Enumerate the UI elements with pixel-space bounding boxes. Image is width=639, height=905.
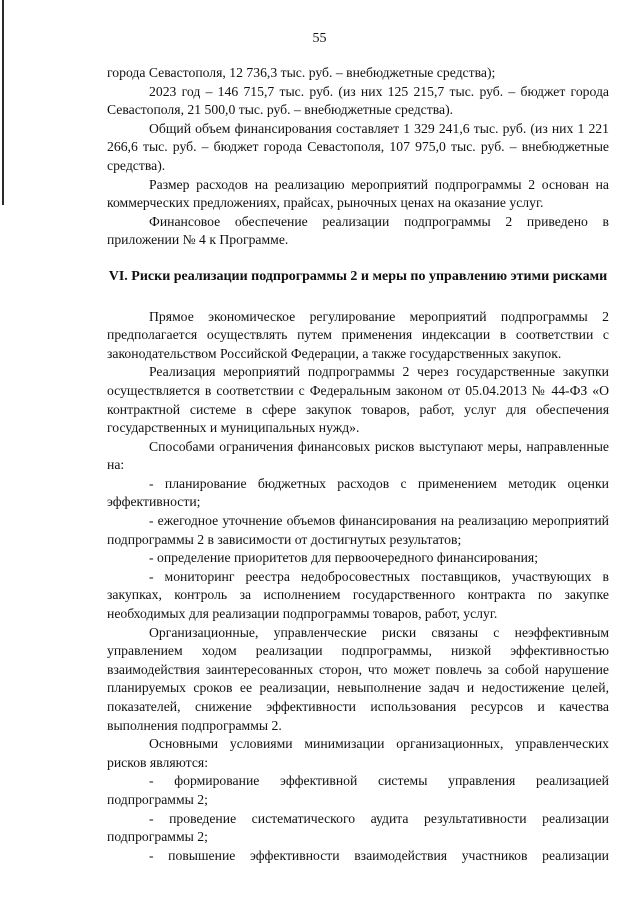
paragraph-procurement: Реализация мероприятий подпрограммы 2 через государственные закупки осуществляется в соответствии с Федеральным законом от 05.04.2013 № 44-ФЗ «О контрактной системе в сфере закупок товаров, работ, услуг для обеспечения государственных и муниципальных нужд».	[107, 364, 609, 436]
list-item-priorities: - определение приоритетов для первоочередного финансирования;	[149, 550, 539, 566]
paragraph-total-funding: Общий объем финансирования составляет 1 329 241,6 тыс. руб. (из них 1 221 266,6 тыс. руб. – бюджет города Севастополя, 107 975,0 тыс. руб. – внебюджетные средства).	[107, 120, 609, 173]
paragraph-funding-2023: 2023 год – 146 715,7 тыс. руб. (из них 125 215,7 тыс. руб. – бюджет города Севастополя, 21 500,0 тыс. руб. – внебюджетные средства).	[107, 83, 609, 118]
page-number: 55	[312, 31, 327, 46]
list-item-budget-planning: - планирование бюджетных расходов с применением методик оценки эффективности;	[107, 475, 609, 510]
paragraph-organizational-risks: Организационные, управленческие риски связаны с неэффективным управлением ходом реализации подпрограммы, низкой эффективностью взаимодействия заинтересованных сторон, что может повлечь за собой нарушение планируемых сроков ее реализации, невыполнение задач и недостижение целей, показателей, снижение эффективности использования ресурсов и качества выполнения подпрограммы 2.	[107, 624, 609, 733]
paragraph-minimization-conditions: Основными условиями минимизации организационных, управленческих рисков являются:	[107, 736, 609, 770]
list-item-interaction-efficiency: - повышение эффективности взаимодействия участников реализации	[149, 847, 609, 863]
paragraph-financial-risk-measures: Способами ограничения финансовых рисков выступают меры, направленные на:	[107, 438, 609, 473]
section-spacer	[107, 287, 609, 308]
paragraph-funding-sevastopol-2022-end: города Севастополя, 12 736,3 тыс. руб. – внебюджетные средства);	[107, 65, 496, 80]
list-item-supplier-monitoring: - мониторинг реестра недобросовестных поставщиков, участвующих в закупках, контроль за исполнением государственного контракта по закупке необходимых для реализации подпрограммы товаров, работ, услуг.	[107, 568, 609, 622]
paragraph-economic-regulation: Прямое экономическое регулирование мероприятий подпрограммы 2 предполагается осуществлять путем применения индексации в соответствии с законодательством Российской Федерации, а также государственных закупок.	[107, 308, 609, 361]
paragraph-funding-appendix: Финансовое обеспечение реализации подпрограммы 2 приведено в приложении № 4 к Программе.	[107, 213, 609, 248]
list-item-annual-refinement: - ежегодное уточнение объемов финансирования на реализацию мероприятий подпрограммы 2 в зависимости от достигнутых результатов;	[107, 513, 609, 547]
document-body	[107, 64, 609, 865]
paragraph-expenses-basis: Размер расходов на реализацию мероприятий подпрограммы 2 основан на коммерческих предложениях, прайсах, рыночных ценах на оказание услуг.	[107, 176, 609, 211]
section-heading-risks: VI. Риски реализации подпрограммы 2 и меры по управлению этими рисками	[108, 268, 608, 284]
list-item-audit: - проведение систематического аудита результативности реализации подпрограммы 2;	[107, 810, 609, 845]
list-item-management-system: - формирование эффективной системы управления реализацией подпрограммы 2;	[107, 773, 609, 807]
